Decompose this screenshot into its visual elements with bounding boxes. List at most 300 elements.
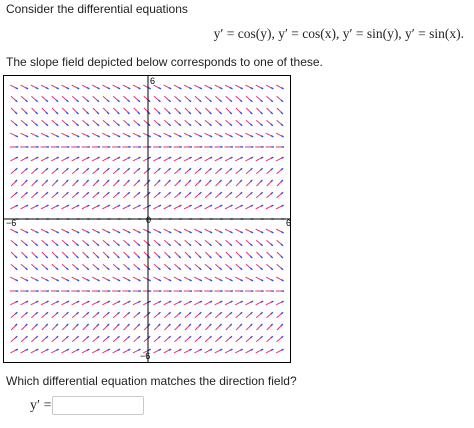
arrow-head	[128, 88, 130, 89]
arrow-head	[189, 256, 191, 258]
arrow-head	[230, 349, 232, 350]
arrow-tail	[245, 206, 250, 209]
arrow-tail	[276, 302, 281, 304]
arrow-head	[26, 205, 28, 206]
arrow-head	[230, 157, 232, 158]
arrow-tail	[185, 182, 189, 186]
arrow-head	[138, 88, 140, 89]
arrow-tail	[82, 240, 86, 244]
arrow-tail	[195, 264, 199, 268]
arrow-tail	[21, 194, 25, 198]
arrow-tail	[11, 240, 15, 244]
arrow-tail	[215, 277, 220, 280]
arrow-head	[15, 268, 17, 270]
arrow-head	[189, 268, 191, 270]
arrow-head	[15, 336, 17, 338]
arrow-head	[209, 336, 211, 338]
arrow-head	[250, 124, 252, 126]
arrow-head	[97, 112, 99, 114]
arrow-tail	[266, 350, 271, 353]
arrow-tail	[10, 133, 15, 135]
arrow-head	[220, 232, 222, 233]
arrow-tail	[83, 96, 87, 100]
arrow-head	[281, 312, 283, 314]
arrow-tail	[266, 85, 271, 88]
arrow-head	[138, 157, 140, 158]
arrow-tail	[42, 182, 46, 186]
arrow-head	[56, 280, 58, 281]
arrow-tail	[164, 170, 168, 174]
arrow-tail	[174, 277, 179, 280]
arrow-head	[179, 205, 181, 206]
arrow-tail	[82, 170, 86, 174]
arrow-head	[46, 336, 48, 338]
arrow-tail	[266, 120, 270, 124]
arrow-tail	[175, 96, 179, 100]
arrow-head	[97, 192, 99, 194]
arrow-tail	[41, 229, 46, 232]
arrow-tail	[235, 350, 240, 353]
x-min-label: −6	[6, 218, 17, 228]
arrow-head	[97, 180, 99, 182]
arrow-tail	[185, 338, 189, 342]
arrow-head	[199, 280, 201, 281]
arrow-tail	[113, 277, 118, 280]
arrow-tail	[51, 229, 56, 232]
arrow-head	[36, 301, 38, 302]
arrow-tail	[10, 350, 15, 353]
arrow-tail	[194, 229, 199, 232]
arrow-tail	[61, 350, 66, 353]
arrow-head	[261, 136, 263, 137]
arrow-head	[169, 205, 171, 206]
arrow-head	[271, 88, 273, 89]
arrow-head	[117, 168, 119, 170]
arrow-head	[209, 324, 211, 326]
arrow-tail	[10, 158, 15, 161]
arrow-tail	[103, 194, 107, 198]
arrow-tail	[246, 314, 250, 318]
arrow-head	[281, 88, 283, 89]
arrow-tail	[235, 229, 240, 232]
arrow-head	[36, 336, 38, 338]
arrow-tail	[134, 108, 138, 112]
arrow-head	[169, 192, 171, 194]
arrow-head	[220, 136, 222, 137]
arrow-head	[250, 100, 252, 102]
arrow-tail	[154, 108, 158, 112]
arrow-head	[76, 324, 78, 326]
arrow-tail	[21, 350, 26, 353]
arrow-tail	[62, 96, 66, 100]
arrow-head	[97, 136, 99, 137]
arrow-head	[15, 168, 17, 170]
arrow-head	[148, 157, 150, 158]
arrow-head	[158, 268, 160, 270]
arrow-tail	[52, 314, 56, 318]
arrow-tail	[10, 206, 15, 209]
arrow-head	[179, 349, 181, 350]
arrow-tail	[164, 338, 168, 342]
arrow-tail	[113, 182, 117, 186]
arrow-tail	[195, 194, 199, 198]
arrow-head	[97, 244, 99, 246]
arrow-head	[199, 124, 201, 126]
arrow-tail	[103, 182, 107, 186]
arrow-head	[56, 205, 58, 206]
arrow-head	[261, 88, 263, 89]
arrow-head	[107, 180, 109, 182]
arrow-head	[209, 112, 211, 114]
arrow-tail	[236, 96, 240, 100]
arrow-tail	[144, 240, 148, 244]
arrow-tail	[41, 85, 46, 88]
arrow-tail	[256, 170, 260, 174]
arrow-head	[128, 244, 130, 246]
arrow-tail	[267, 96, 271, 100]
arrow-head	[199, 157, 201, 158]
arrow-head	[66, 268, 68, 270]
arrow-head	[56, 157, 58, 158]
arrow-tail	[195, 326, 199, 330]
arrow-tail	[205, 326, 209, 330]
arrow-tail	[226, 264, 230, 268]
arrow-tail	[246, 326, 250, 330]
arrow-tail	[184, 350, 189, 353]
arrow-head	[87, 244, 89, 246]
arrow-tail	[72, 338, 76, 342]
arrow-head	[15, 88, 17, 89]
arrow-head	[260, 324, 262, 326]
arrow-tail	[235, 85, 240, 88]
arrow-head	[240, 280, 242, 281]
arrow-head	[271, 312, 273, 314]
arrow-head	[169, 312, 171, 314]
arrow-tail	[93, 240, 97, 244]
arrow-tail	[205, 252, 209, 256]
arrow-tail	[184, 302, 189, 304]
arrow-head	[250, 192, 252, 194]
arrow-tail	[42, 264, 46, 268]
arrow-tail	[102, 158, 107, 161]
arrow-head	[46, 112, 48, 114]
arrow-tail	[31, 158, 36, 161]
arrow-tail	[113, 350, 118, 353]
arrow-tail	[11, 326, 15, 330]
arrow-head	[271, 244, 273, 246]
arrow-head	[281, 136, 283, 137]
arrow-head	[199, 168, 201, 170]
arrow-head	[199, 312, 201, 314]
arrow-head	[107, 301, 109, 302]
arrow-head	[56, 136, 58, 137]
arrow-head	[77, 244, 79, 246]
arrow-tail	[277, 120, 281, 124]
arrow-head	[107, 100, 109, 102]
arrow-tail	[226, 240, 230, 244]
arrow-head	[240, 180, 242, 182]
arrow-head	[67, 301, 69, 302]
arrow-head	[97, 301, 99, 302]
arrow-tail	[174, 314, 178, 318]
arrow-head	[46, 244, 48, 246]
arrow-head	[271, 205, 273, 206]
arrow-head	[56, 124, 58, 126]
arrow-head	[66, 192, 68, 194]
arrow-head	[36, 124, 38, 126]
arrow-tail	[83, 182, 87, 186]
arrow-head	[128, 301, 130, 302]
y-max-label: 6	[150, 76, 156, 86]
arrow-head	[199, 324, 201, 326]
arrow-head	[56, 180, 58, 182]
arrow-tail	[11, 96, 15, 100]
arrow-head	[158, 180, 160, 182]
arrow-tail	[144, 338, 148, 342]
arrow-tail	[236, 120, 240, 124]
arrow-tail	[246, 264, 250, 268]
intro-text: Consider the differential equations	[6, 2, 188, 16]
arrow-tail	[31, 206, 36, 209]
arrow-tail	[225, 302, 230, 304]
arrow-tail	[185, 314, 189, 318]
arrow-head	[118, 301, 120, 302]
arrow-head	[25, 192, 27, 194]
arrow-head	[261, 336, 263, 338]
arrow-tail	[32, 108, 36, 112]
arrow-tail	[256, 240, 260, 244]
arrow-tail	[205, 240, 209, 244]
arrow-tail	[164, 264, 168, 268]
arrow-head	[15, 112, 17, 114]
arrow-tail	[83, 326, 87, 330]
arrow-head	[128, 124, 130, 126]
answer-label: y′ =	[30, 398, 52, 413]
answer-input[interactable]	[52, 396, 144, 415]
arrow-head	[77, 88, 79, 89]
arrow-tail	[113, 170, 117, 174]
arrow-head	[261, 124, 263, 126]
arrow-tail	[277, 240, 281, 244]
arrow-tail	[266, 264, 270, 268]
arrow-tail	[123, 314, 127, 318]
arrow-tail	[266, 314, 270, 318]
arrow-tail	[267, 108, 271, 112]
arrow-head	[260, 180, 262, 182]
arrow-tail	[31, 240, 35, 244]
arrow-tail	[205, 277, 210, 280]
arrow-tail	[42, 252, 46, 256]
arrow-head	[158, 256, 160, 258]
arrow-tail	[102, 277, 107, 280]
arrow-tail	[11, 252, 15, 256]
arrow-head	[26, 301, 28, 302]
arrow-head	[251, 205, 253, 206]
arrow-tail	[195, 182, 199, 186]
arrow-tail	[113, 85, 118, 88]
arrow-head	[46, 136, 48, 137]
arrow-tail	[256, 314, 260, 318]
arrow-head	[77, 349, 79, 350]
arrow-head	[56, 324, 58, 326]
arrow-tail	[83, 108, 87, 112]
arrow-head	[56, 244, 58, 246]
arrow-head	[179, 256, 181, 258]
arrow-head	[87, 124, 89, 126]
arrow-head	[46, 168, 48, 170]
arrow-head	[87, 280, 89, 281]
arrow-tail	[246, 194, 250, 198]
arrow-head	[128, 280, 130, 281]
arrow-head	[271, 112, 273, 114]
arrow-tail	[235, 158, 240, 161]
arrow-tail	[245, 85, 250, 88]
arrow-tail	[267, 326, 271, 330]
arrow-tail	[277, 108, 281, 112]
arrow-head	[169, 168, 171, 170]
arrow-tail	[62, 194, 66, 198]
arrow-head	[230, 124, 232, 126]
arrow-head	[240, 232, 242, 233]
arrow-tail	[113, 302, 118, 304]
arrow-head	[169, 232, 171, 233]
arrow-head	[118, 157, 120, 158]
arrow-head	[118, 349, 120, 350]
arrow-head	[220, 336, 222, 338]
arrow-tail	[226, 96, 230, 100]
arrow-tail	[164, 277, 169, 280]
arrow-tail	[82, 277, 87, 280]
arrow-head	[179, 124, 181, 126]
arrow-head	[209, 268, 211, 270]
arrow-tail	[61, 133, 66, 135]
arrow-tail	[52, 326, 56, 330]
arrow-head	[159, 205, 161, 206]
arrow-tail	[174, 302, 179, 304]
arrow-head	[189, 280, 191, 281]
arrow-head	[179, 192, 181, 194]
arrow-tail	[266, 229, 271, 232]
arrow-head	[271, 157, 273, 158]
arrow-tail	[225, 206, 230, 209]
arrow-head	[36, 268, 38, 270]
arrow-tail	[31, 120, 35, 124]
arrow-head	[128, 100, 130, 102]
arrow-tail	[72, 240, 76, 244]
arrow-head	[210, 157, 212, 158]
arrow-tail	[52, 194, 56, 198]
arrow-head	[138, 256, 140, 258]
arrow-tail	[93, 314, 97, 318]
arrow-head	[199, 136, 201, 137]
arrow-tail	[41, 277, 46, 280]
arrow-head	[97, 324, 99, 326]
arrow-tail	[10, 302, 15, 304]
arrow-tail	[133, 350, 138, 353]
arrow-head	[281, 268, 283, 270]
arrow-tail	[236, 326, 240, 330]
arrow-head	[209, 168, 211, 170]
arrow-head	[220, 168, 222, 170]
arrow-head	[179, 280, 181, 281]
arrow-head	[240, 112, 242, 114]
arrow-head	[209, 124, 211, 126]
arrow-tail	[226, 120, 230, 124]
arrow-tail	[215, 206, 220, 209]
arrow-head	[77, 280, 79, 281]
arrow-tail	[41, 302, 46, 304]
arrow-tail	[256, 302, 261, 304]
arrow-head	[117, 244, 119, 246]
arrow-tail	[215, 85, 220, 88]
arrow-head	[199, 256, 201, 258]
arrow-tail	[185, 326, 189, 330]
arrow-tail	[93, 252, 97, 256]
arrow-tail	[153, 350, 158, 353]
arrow-head	[251, 88, 253, 89]
arrow-head	[168, 112, 170, 114]
arrow-head	[87, 180, 89, 182]
arrow-tail	[153, 158, 158, 161]
arrow-head	[250, 168, 252, 170]
arrow-head	[250, 112, 252, 114]
arrow-head	[261, 349, 263, 350]
arrow-head	[128, 232, 130, 233]
arrow-tail	[21, 85, 26, 88]
arrow-head	[67, 205, 69, 206]
arrow-head	[77, 100, 79, 102]
arrow-tail	[62, 120, 66, 124]
arrow-head	[15, 180, 17, 182]
arrow-head	[67, 88, 69, 89]
arrow-tail	[92, 206, 97, 209]
arrow-tail	[41, 158, 46, 161]
arrow-tail	[236, 194, 240, 198]
arrow-head	[117, 192, 119, 194]
arrow-tail	[164, 182, 168, 186]
arrow-tail	[236, 338, 240, 342]
arrow-head	[281, 336, 283, 338]
arrow-head	[240, 157, 242, 158]
arrow-head	[15, 280, 17, 281]
arrow-head	[87, 192, 89, 194]
arrow-head	[87, 301, 89, 302]
arrow-tail	[72, 108, 76, 112]
arrow-head	[240, 88, 242, 89]
arrow-tail	[123, 264, 127, 268]
arrow-head	[179, 88, 181, 89]
arrow-tail	[205, 85, 210, 88]
arrow-tail	[113, 96, 117, 100]
arrow-tail	[195, 96, 199, 100]
arrow-head	[117, 180, 119, 182]
arrow-head	[128, 336, 130, 338]
arrow-tail	[174, 240, 178, 244]
arrow-head	[107, 168, 109, 170]
arrow-tail	[133, 277, 138, 280]
arrow-head	[251, 232, 253, 233]
arrow-head	[271, 256, 273, 258]
arrow-head	[240, 192, 242, 194]
arrow-tail	[256, 96, 260, 100]
arrow-head	[240, 336, 242, 338]
arrow-tail	[134, 252, 138, 256]
arrow-tail	[195, 120, 199, 124]
arrow-tail	[256, 85, 261, 88]
arrow-head	[210, 136, 212, 137]
arrow-head	[138, 205, 140, 206]
arrow-tail	[246, 240, 250, 244]
